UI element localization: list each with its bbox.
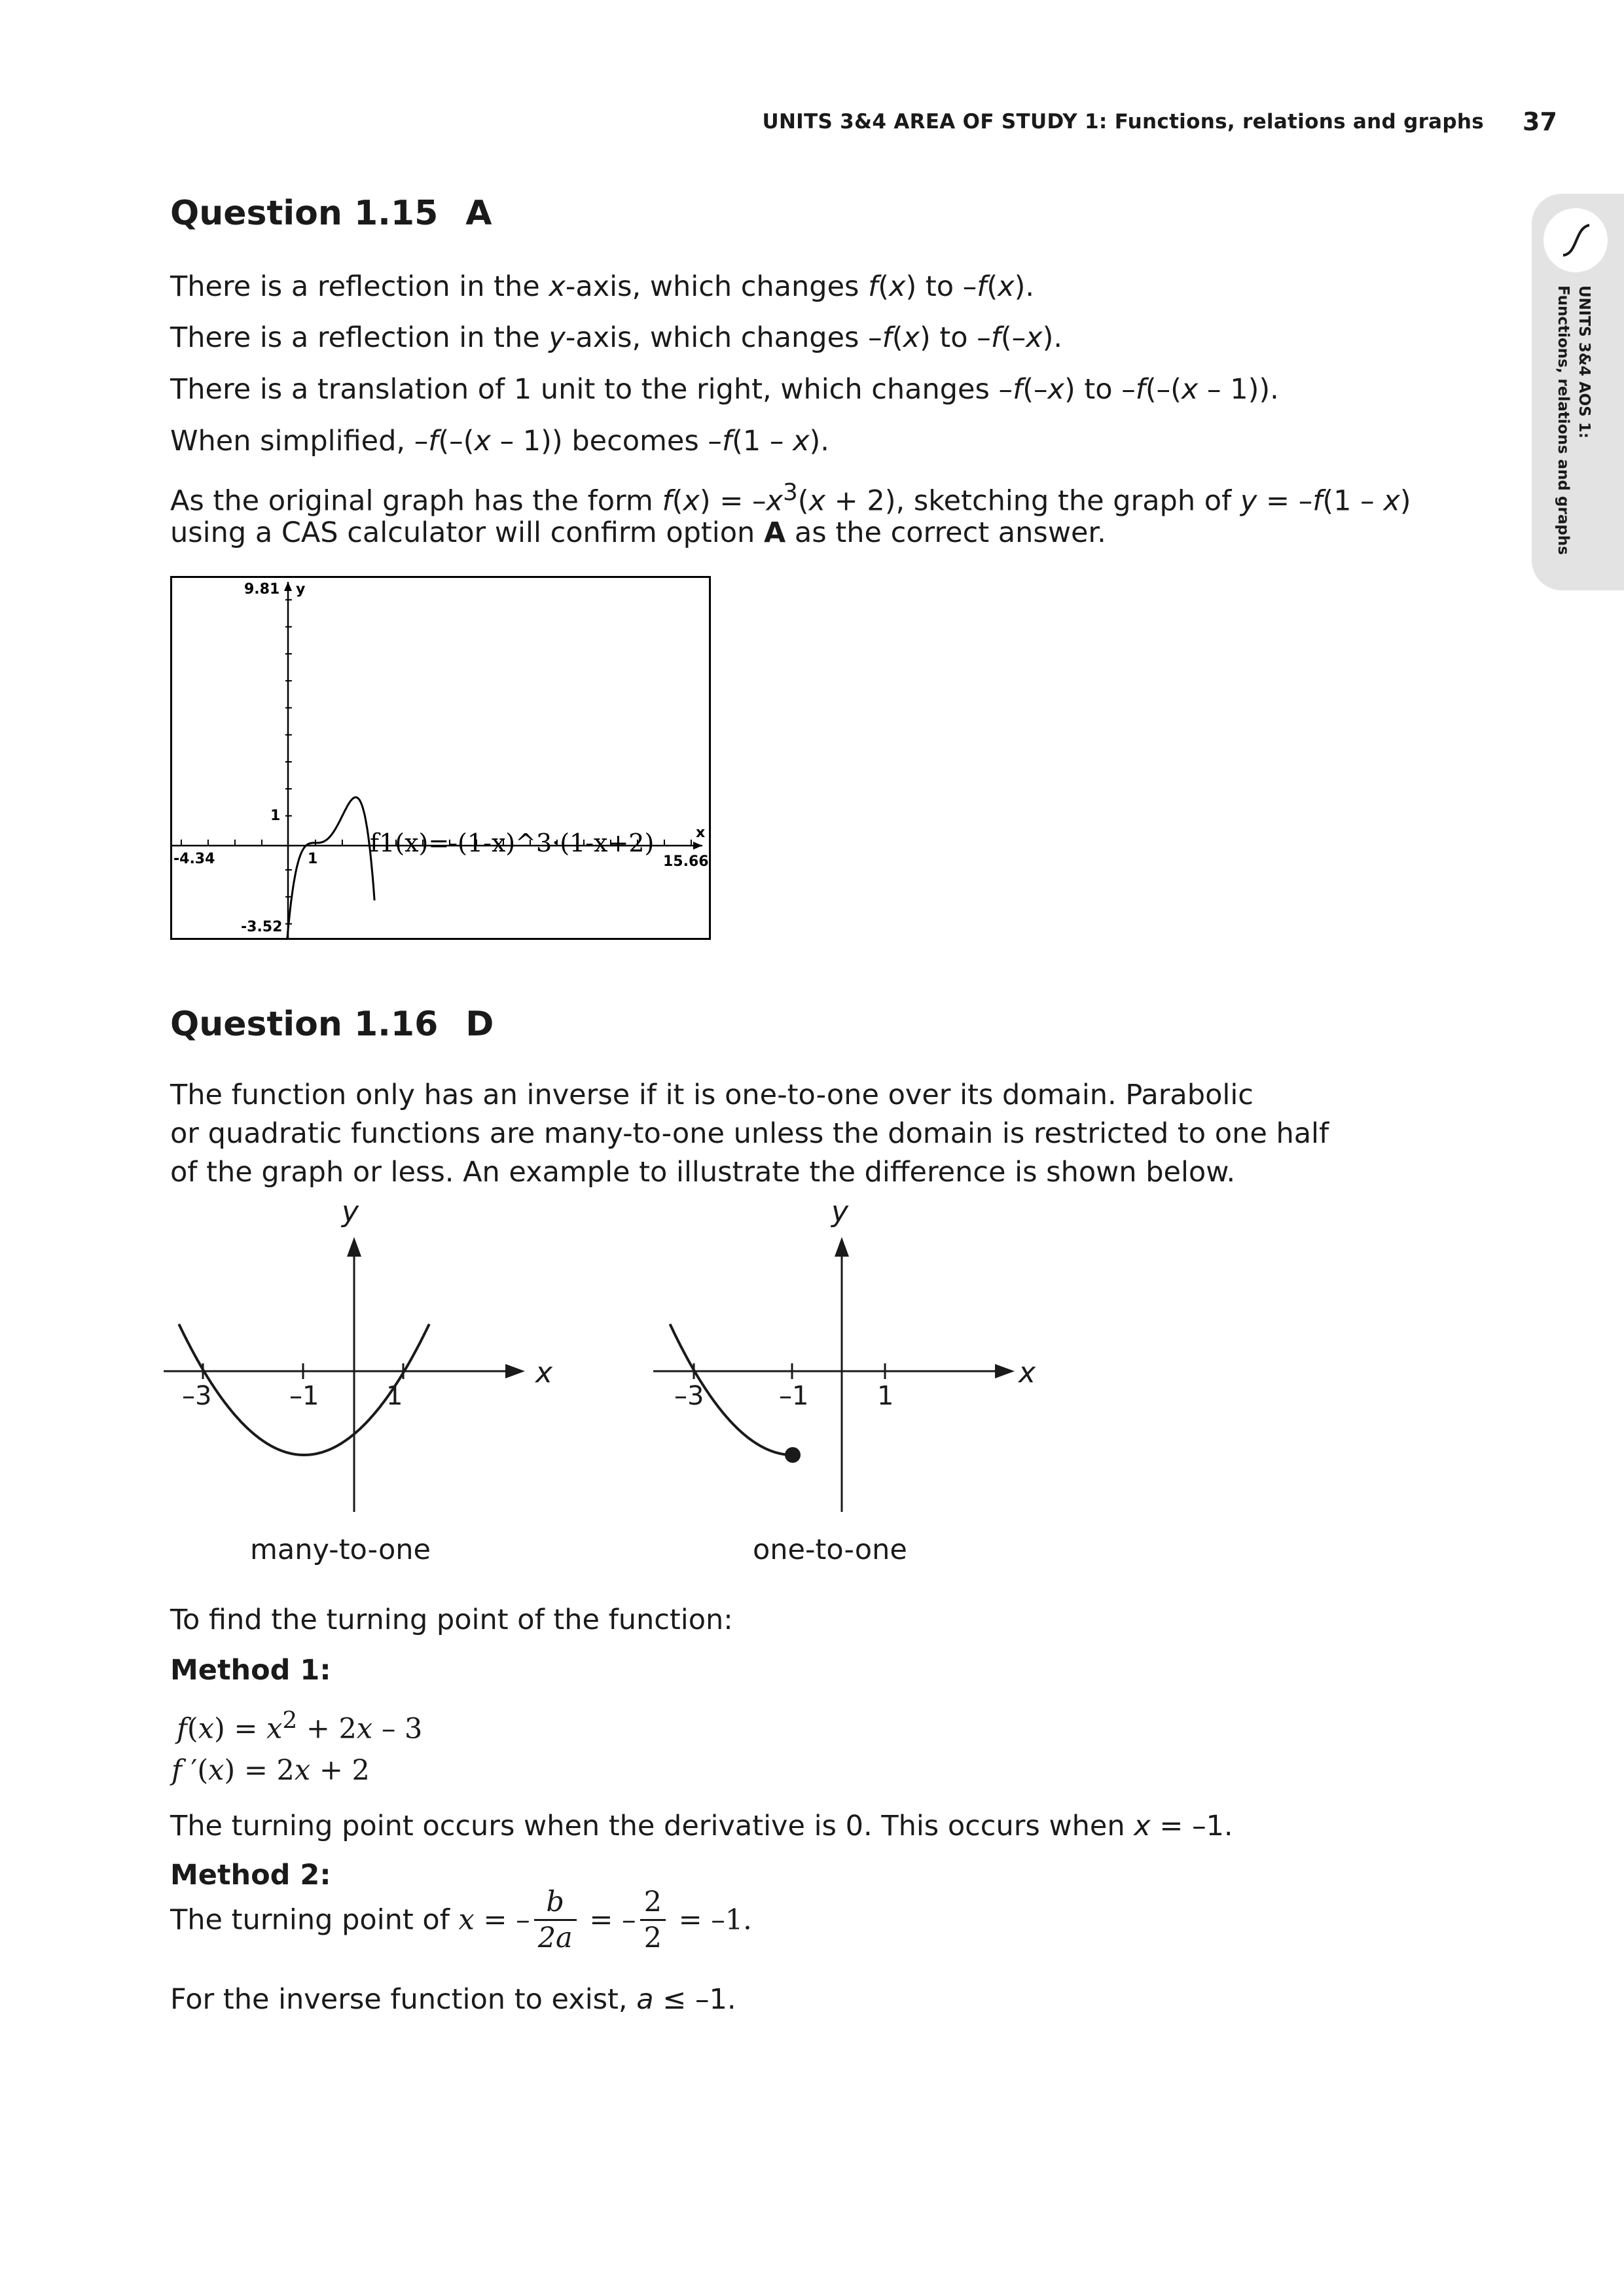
question-heading-1-15: Question 1.15 A <box>170 194 492 233</box>
cas-y-arrow <box>284 582 292 591</box>
cas-function-label: f1(x)=-(1-x)^3·(1-x+2) <box>370 829 655 857</box>
page-number: 37 <box>1523 107 1557 136</box>
tick-label-minus-1: –1 <box>289 1381 319 1411</box>
equation-f: $f(x) = x^2 + 2x - 3$ <box>177 1707 423 1746</box>
cas-ymin-label: -3.52 <box>241 919 283 935</box>
tick-label-plus-1: 1 <box>386 1381 403 1411</box>
graph-many-to-one <box>157 1198 589 1551</box>
graph-caption-many-to-one: many-to-one <box>250 1534 431 1566</box>
x-axis-label: x <box>1019 1356 1036 1390</box>
turning-point-intro: To find the turning point of the function: <box>170 1604 733 1636</box>
q115-line-1: There is a reflection in the x-axis, which changes f(x) to –f(x). <box>170 270 1035 303</box>
y-axis-arrow <box>835 1237 849 1257</box>
answer-letter: D <box>465 1005 494 1044</box>
x-axis-arrow <box>995 1364 1015 1378</box>
x-axis-label: x <box>535 1356 553 1390</box>
x-axis-arrow <box>505 1364 525 1378</box>
q115-line-4: When simplified, –f(–(x – 1)) becomes –f(1 – x). <box>170 425 829 457</box>
cas-y-axis-label: y <box>296 581 306 598</box>
cas-y-tick-label: 1 <box>270 808 281 824</box>
cas-xmax-label: 15.66 <box>663 853 709 870</box>
equation-f-prime: f ′(x) = 2x + 2 <box>171 1754 370 1787</box>
q115-line-2: There is a reflection in the y-axis, which changes –f(x) to –f(–x). <box>170 321 1063 354</box>
q116-para-line-3: of the graph or less. An example to illustrate the difference is shown below. <box>170 1156 1236 1189</box>
answer-letter: A <box>465 194 492 233</box>
y-axis-label: y <box>831 1198 849 1229</box>
cas-ymax-label: 9.81 <box>244 581 280 598</box>
question-heading-1-16: Question 1.16 D <box>170 1005 494 1044</box>
tick-label-minus-3: –3 <box>674 1381 704 1411</box>
cas-x-axis-label: x <box>696 825 706 841</box>
q115-line-3: There is a translation of 1 unit to the right, which changes –f(–x) to –f(–(x – 1)). <box>170 373 1279 406</box>
side-tab-label: UNITS 3&4 AOS 1: Functions, relations and graphs <box>1555 285 1593 555</box>
q116-para-line-1: The function only has an inverse if it is one-to-one over its domain. Parabolic <box>170 1079 1254 1111</box>
method-2-heading: Method 2: <box>170 1859 331 1892</box>
cas-graph <box>170 576 711 940</box>
q115-line-6: using a CAS calculator will confirm option A as the correct answer. <box>170 516 1106 549</box>
endpoint-dot <box>785 1447 801 1463</box>
cas-xmin-label: -4.34 <box>173 851 215 867</box>
curve-icon <box>1543 208 1608 272</box>
cas-graph-canvas <box>172 578 709 938</box>
cas-x-tick-label: 1 <box>308 851 318 867</box>
inverse-condition: For the inverse function to exist, a ≤ –1. <box>170 1983 736 2016</box>
tick-label-minus-3: –3 <box>182 1381 212 1411</box>
y-axis-arrow <box>347 1237 361 1257</box>
cas-function-curve <box>285 797 374 938</box>
tick-label-minus-1: –1 <box>779 1381 809 1411</box>
method-1-heading: Method 1: <box>170 1654 331 1687</box>
q116-para-line-2: or quadratic functions are many-to-one unless the domain is restricted to one half <box>170 1117 1329 1150</box>
graph-one-to-one <box>647 1198 1079 1551</box>
cas-x-arrow <box>693 842 702 850</box>
graph-caption-one-to-one: one-to-one <box>753 1534 907 1566</box>
q115-line-5: As the original graph has the form $f(x) = -x^3(x + 2)$, sketching the graph of y = –f(1 – x) <box>170 479 1411 518</box>
y-axis-label: y <box>342 1198 359 1229</box>
running-header: UNITS 3&4 AREA OF STUDY 1: Functions, relations and graphs <box>762 110 1484 134</box>
derivative-statement: The turning point occurs when the derivative is 0. This occurs when x = –1. <box>170 1810 1233 1842</box>
side-tab <box>1532 194 1624 590</box>
turning-point-formula: The turning point of x = – $\frac{b}{2a}$ = – $\frac{2}{2}$ = –1. <box>170 1886 752 1954</box>
tick-label-plus-1: 1 <box>877 1381 894 1411</box>
